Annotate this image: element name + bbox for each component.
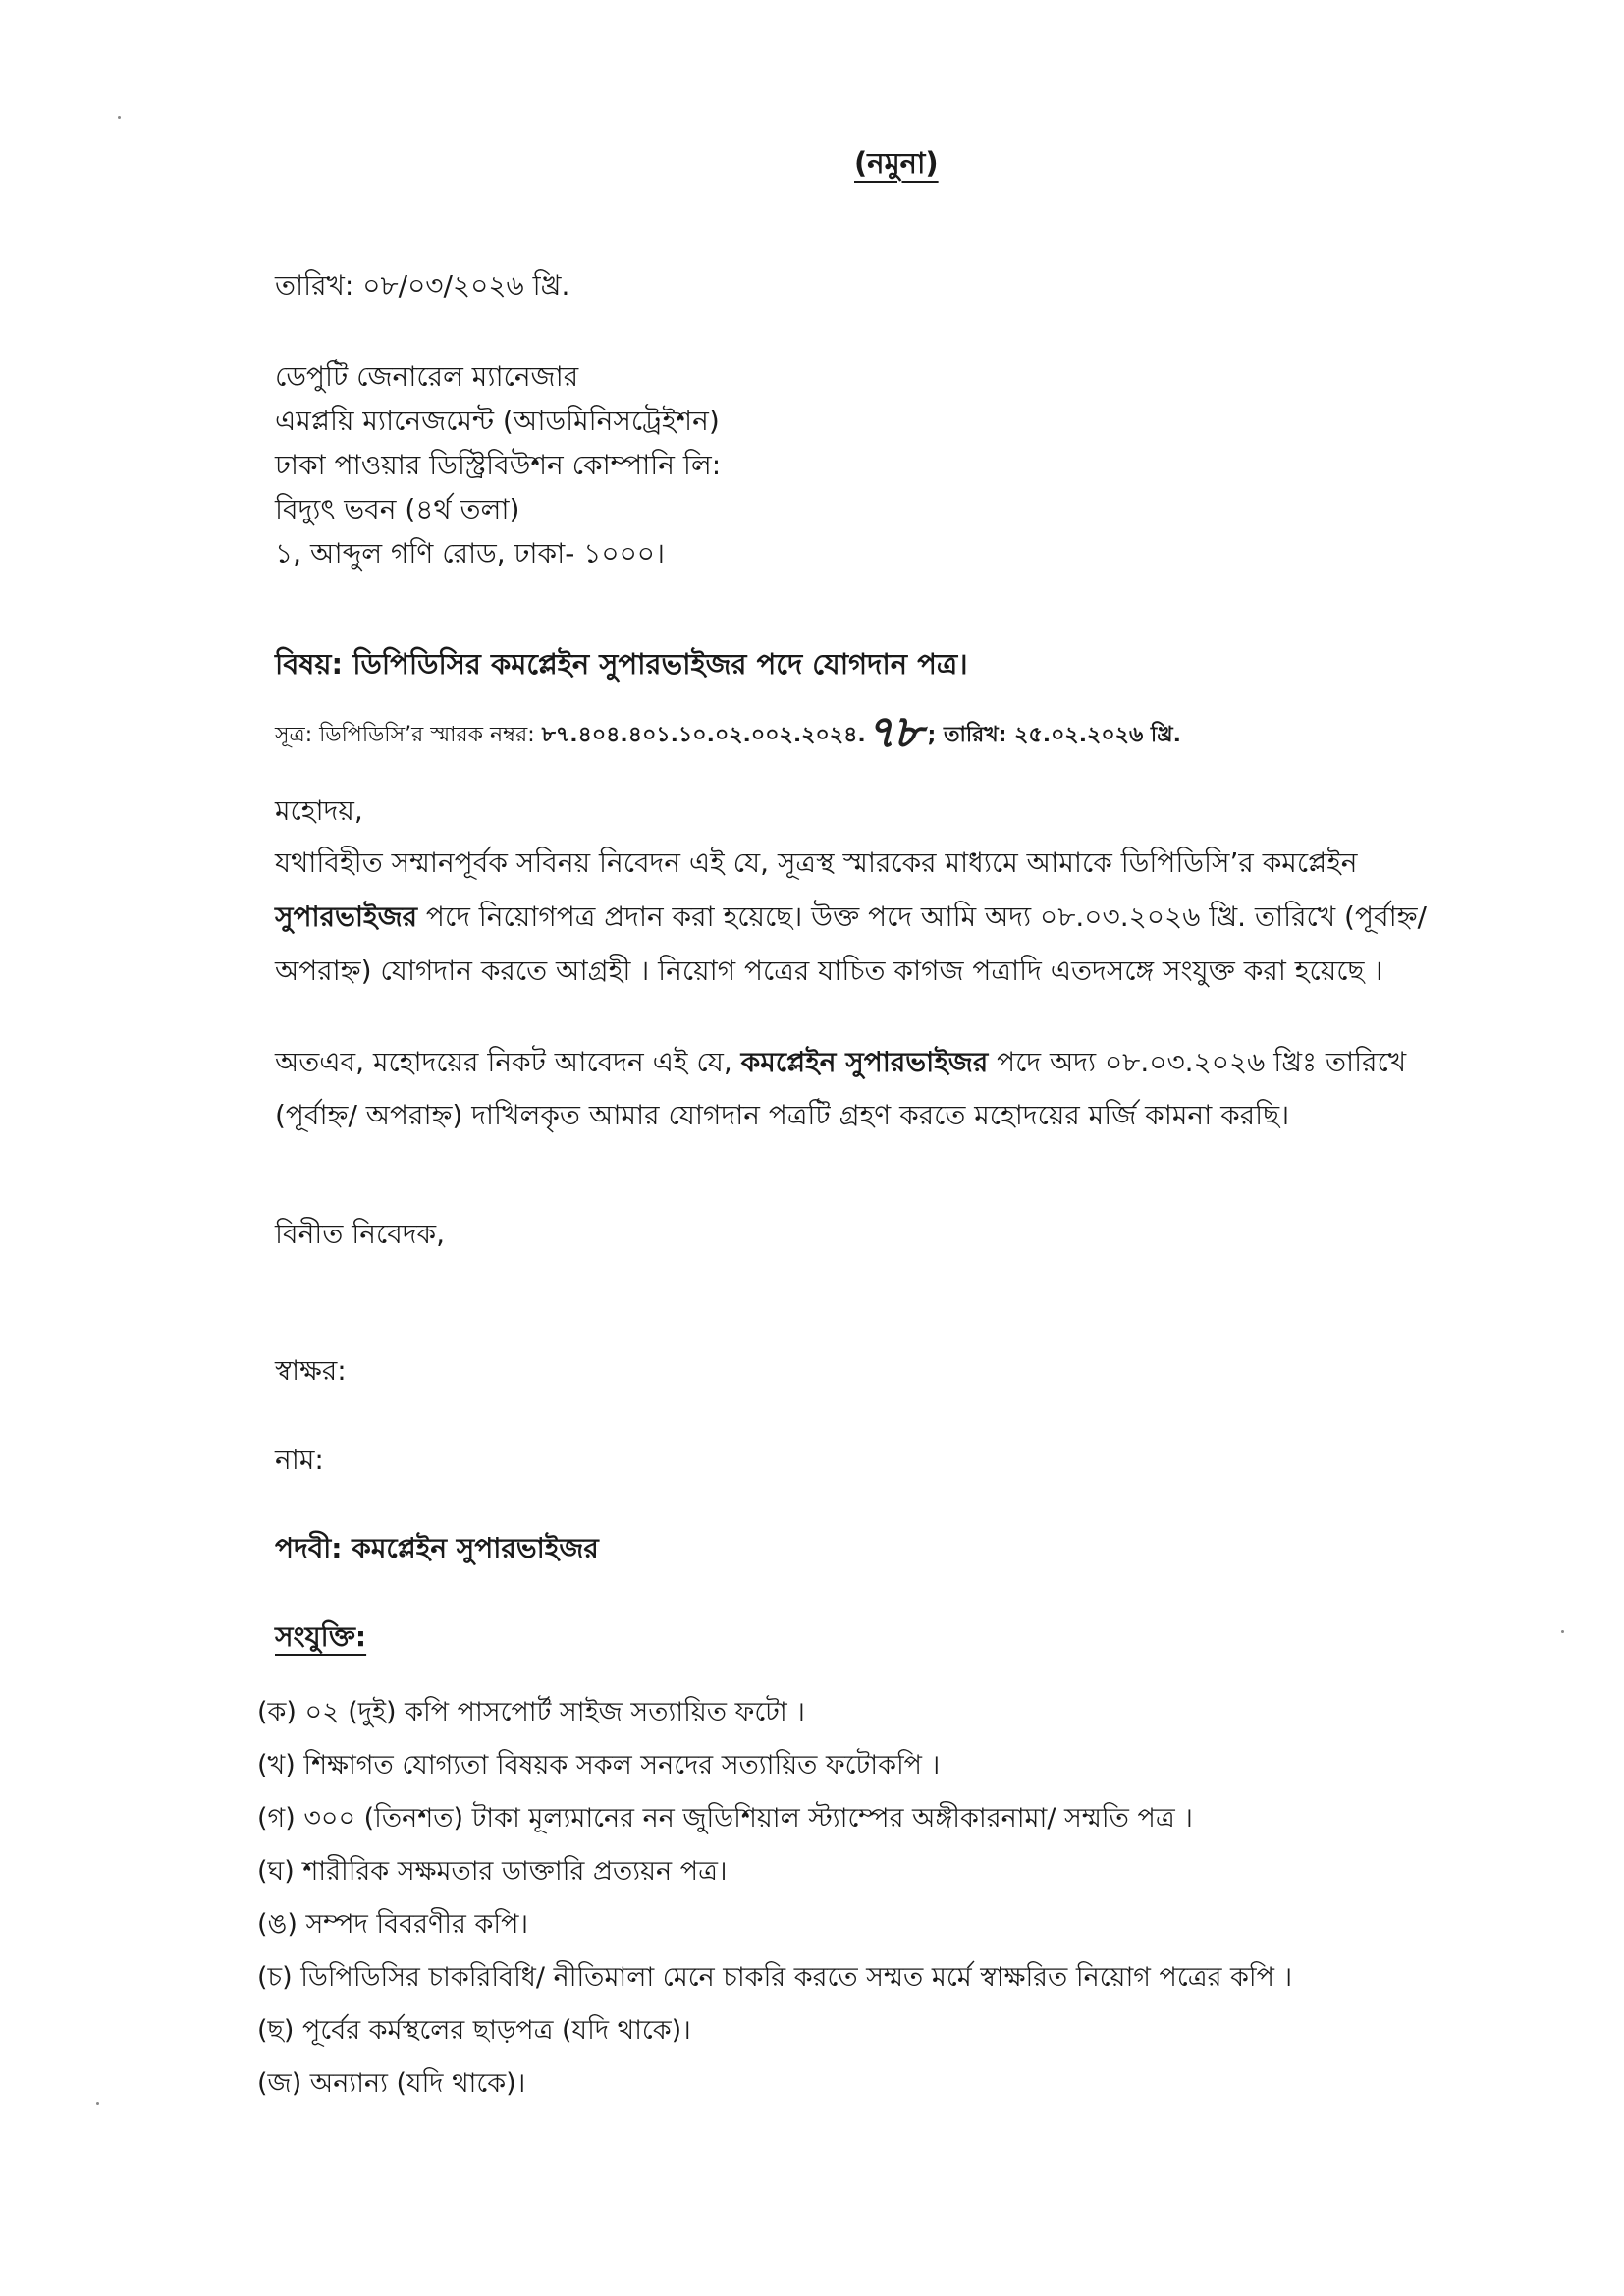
paragraph1-bold: সুপারভাইজর — [275, 901, 418, 933]
paragraph2-text: অতএব, মহোদয়ের নিকট আবেদন এই যে, — [275, 1046, 741, 1078]
paragraph1-line: অপরাহ্ন) যোগদান করতে আগ্রহী । নিয়োগ পত্রের যাচিত কাগজ পত্রাদি এতদসঙ্গে সংযুক্ত করা হয়েছে । — [275, 955, 1383, 987]
designation: পদবী: কমপ্লেইন সুপারভাইজর — [275, 1532, 599, 1564]
attachments-heading: সংযুক্তি: — [275, 1620, 367, 1653]
reference-date: ; তারিখ: ২৫.০২.২০২৬ খ্রি. — [927, 723, 1181, 747]
attachment-item: (ছ) পূর্বের কর্মস্থলের ছাড়পত্র (যদি থাকে)। — [257, 2015, 691, 2046]
recipient-line: বিদ্যুৎ ভবন (৪র্থ তলা) — [275, 493, 520, 525]
reference-line — [275, 705, 1181, 758]
reference-prefix: সূত্র: ডিপিডিসি’র স্মারক নম্বর: — [275, 723, 535, 747]
attachment-item: (ঘ) শারীরিক সক্ষমতার ডাক্তারি প্রত্যয়ন পত্র। — [257, 1856, 728, 1886]
scan-speck — [1561, 1630, 1564, 1633]
paragraph1-text: পদে নিয়োগপত্র প্রদান করা হয়েছে। উক্ত পদে আমি অদ্য ০৮.০৩.২০২৬ খ্রি. তারিখে (পূর্বাহ্ন/ — [417, 901, 1427, 933]
paragraph2-line — [275, 1046, 1407, 1078]
attachment-item: (জ) অন্যান্য (যদি থাকে)। — [257, 2068, 526, 2099]
reference-memo-number: ৮৭.৪০৪.৪০১.১০.০২.০০২.২০২৪. — [541, 723, 866, 747]
handwritten-number: ৭৮ — [865, 705, 921, 758]
signature-label: স্বাক্ষর: — [275, 1354, 347, 1387]
paragraph1-line: যথাবিহীত সম্মানপূর্বক সবিনয় নিবেদন এই যে, সূত্রস্থ স্মারকের মাধ্যমে আমাকে ডিপিডিসি’র কমপ্লেইন — [275, 847, 1358, 879]
recipient-line: ঢাকা পাওয়ার ডিস্ট্রিবিউশন কোম্পানি লি: — [275, 449, 722, 481]
attachment-item: (চ) ডিপিডিসির চাকরিবিধি/ নীতিমালা মেনে চাকরি করতে সম্মত মর্মে স্বাক্ষরিত নিয়োগ পত্রের কপি । — [257, 1962, 1293, 1993]
closing: বিনীত নিবেদক, — [275, 1218, 445, 1250]
recipient-line: এমপ্লয়ি ম্যানেজমেন্ট (আডমিনিসট্রেইশন) — [275, 405, 720, 437]
recipient-line: ১, আব্দুল গণি রোড, ঢাকা- ১০০০। — [275, 537, 666, 570]
paragraph1-line — [275, 903, 1427, 931]
paragraph2-bold: কমপ্লেইন সুপারভাইজর — [740, 1046, 989, 1078]
attachment-item: (খ) শিক্ষাগত যোগ্যতা বিষয়ক সকল সনদের সত্যায়িত ফটোকপি । — [257, 1750, 941, 1780]
paragraph2-line: (পূর্বাহ্ন/ অপরাহ্ন) দাখিলকৃত আমার যোগদান পত্রটি গ্রহণ করতে মহোদয়ের মর্জি কামনা করছি। — [275, 1099, 1290, 1131]
salutation: মহোদয়, — [275, 794, 363, 827]
scan-speck — [96, 2102, 99, 2105]
page-title: (নমুনা) — [854, 146, 939, 180]
recipient-line: ডেপুটি জেনারেল ম্যানেজার — [275, 360, 579, 393]
subject-line: বিষয়: ডিপিডিসির কমপ্লেইন সুপারভাইজর পদে যোগদান পত্র। — [275, 647, 968, 681]
attachment-item: (ঙ) সম্পদ বিবরণীর কপি। — [257, 1909, 529, 1940]
attachment-item: (ক) ০২ (দুই) কপি পাসপোর্ট সাইজ সত্যায়িত ফটো । — [257, 1697, 805, 1727]
scan-speck — [118, 116, 121, 119]
date-line: তারিখ: ০৮/০৩/২০২৬ খ্রি. — [275, 269, 570, 301]
name-label: নাম: — [275, 1444, 324, 1476]
paragraph2-text: পদে অদ্য ০৮.০৩.২০২৬ খ্রিঃ তারিখে — [988, 1046, 1407, 1078]
attachment-item: (গ) ৩০০ (তিনশত) টাকা মূল্যমানের নন জুডিশিয়াল স্ট্যাম্পের অঙ্গীকারনামা/ সম্মতি পত্র । — [257, 1803, 1193, 1833]
